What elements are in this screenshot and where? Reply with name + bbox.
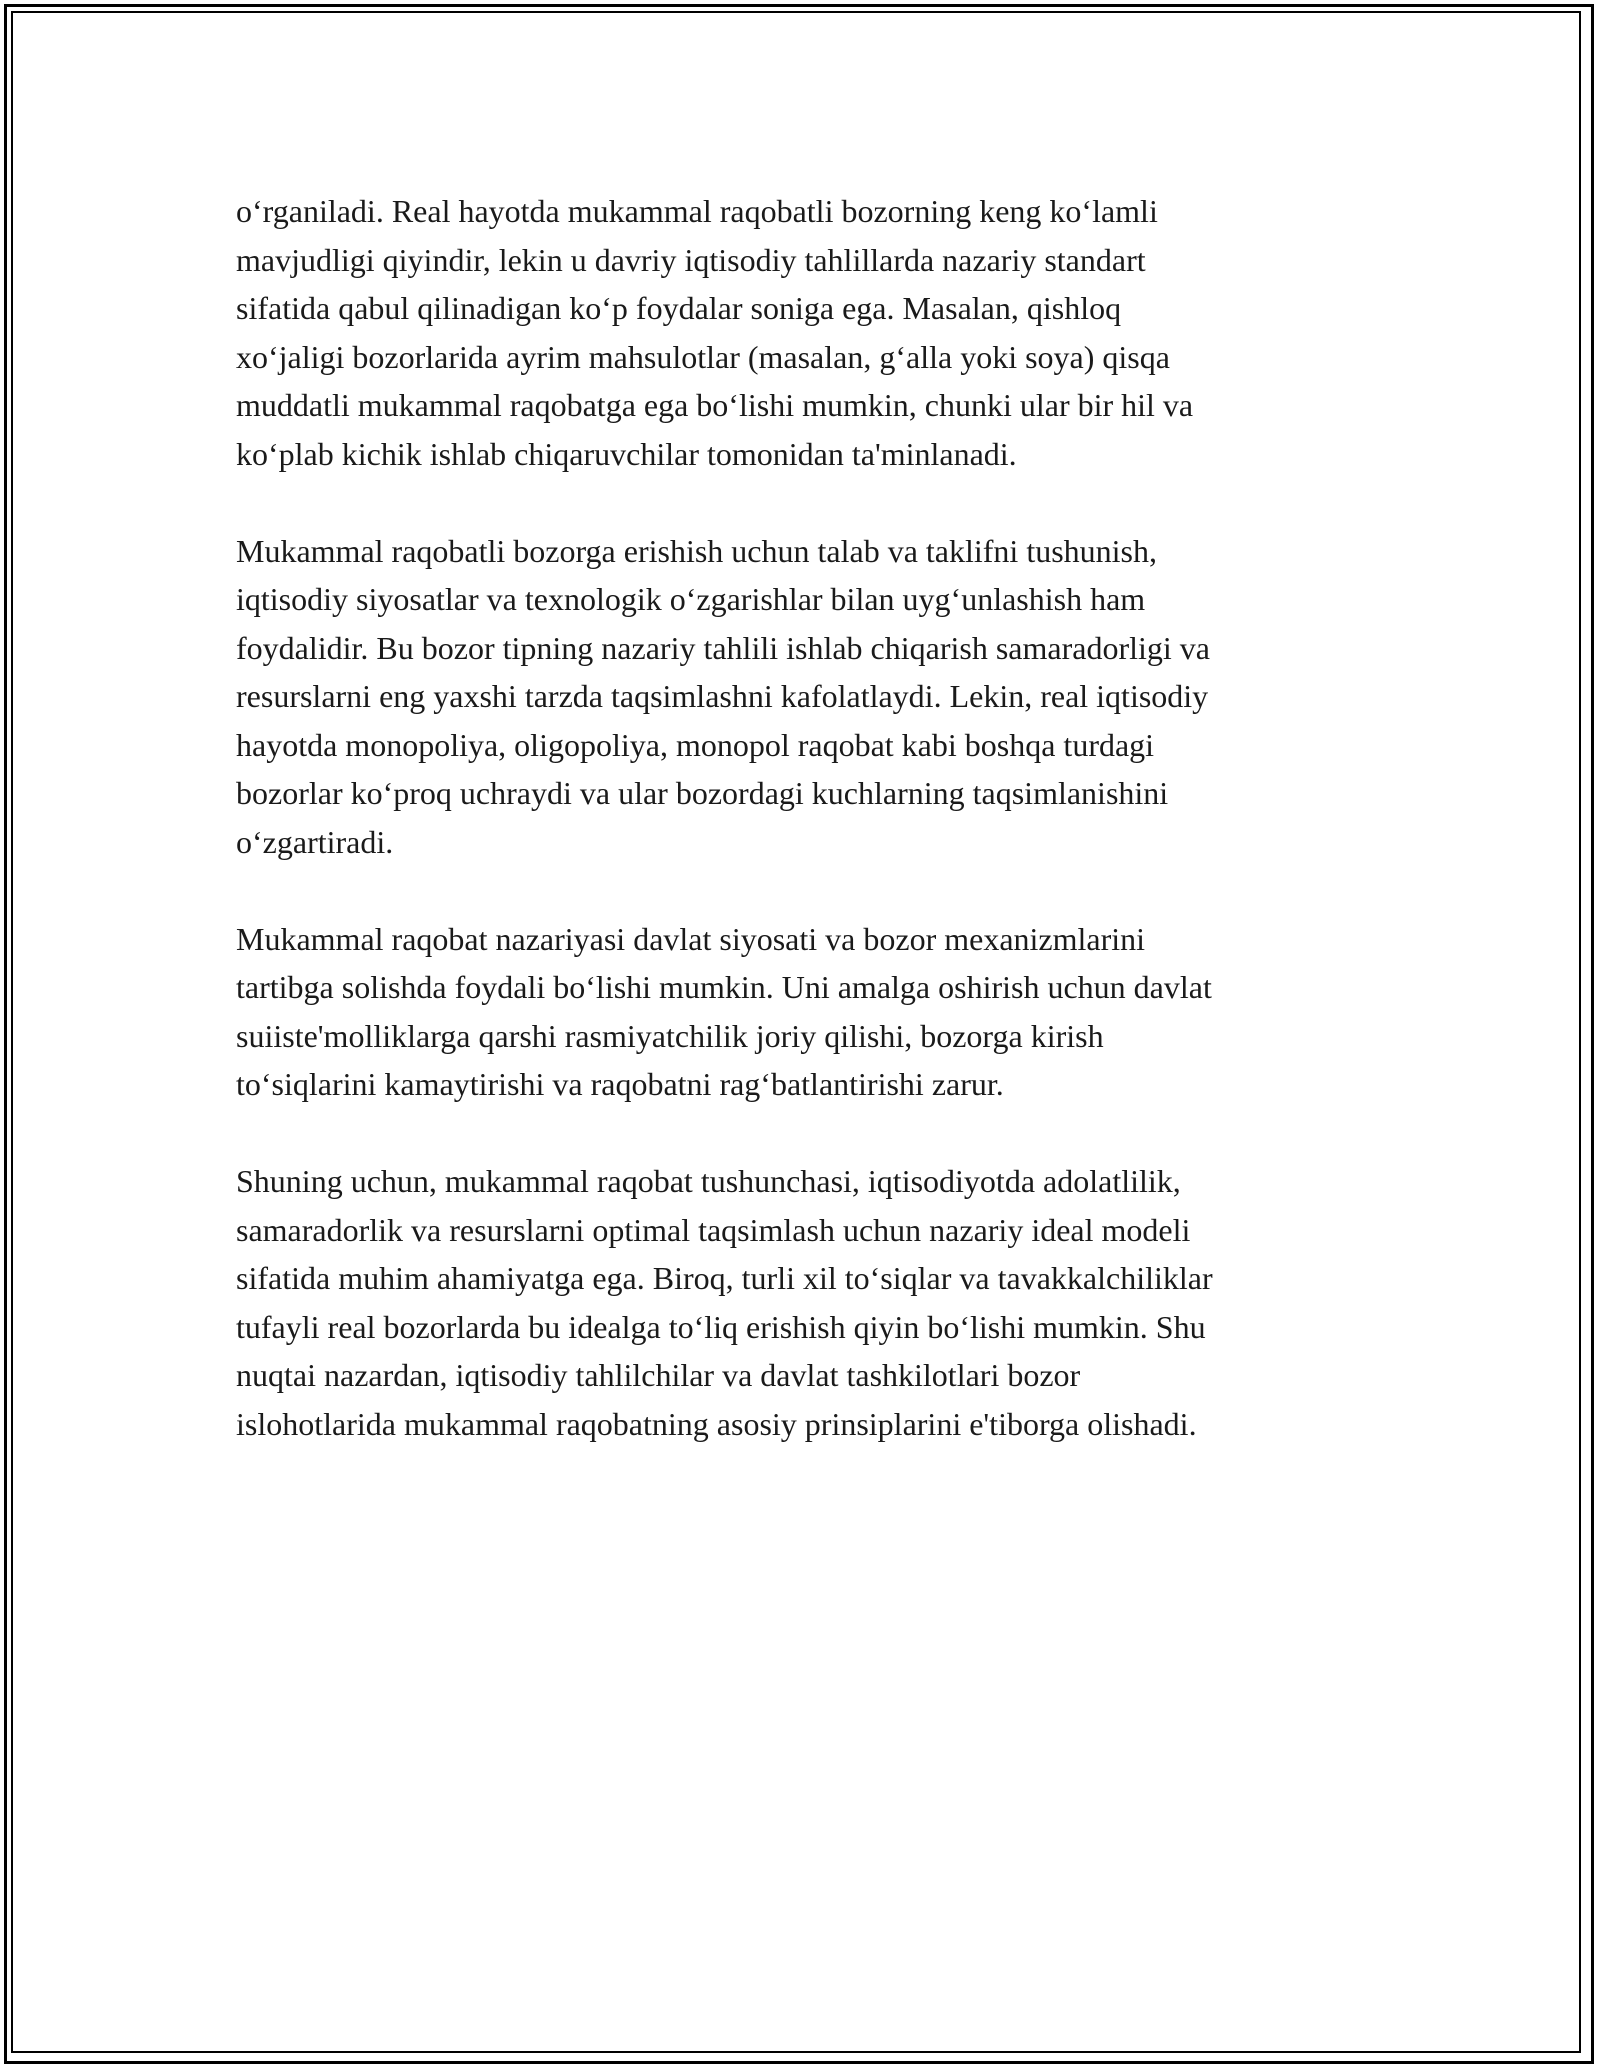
text-line: Mukammal raqobat nazariyasi davlat siyosati va bozor mexanizmlarini (236, 920, 1146, 957)
text-line: xo‘jaligi bozorlarida ayrim mahsulotlar (masalan, g‘alla yoki soya) qisqa (236, 338, 1170, 375)
text-line: tartibga solishda foydali bo‘lishi mumkin. Uni amalga oshirish uchun davlat (236, 969, 1212, 1005)
text-line: o‘rganiladi. Real hayotda mukammal raqobatli bozorning keng ko‘lamli (236, 193, 1158, 229)
text-line: o‘zgartiradi. (236, 823, 394, 860)
text-line: foydalidir. Bu bozor tipning nazariy tahlili ishlab chiqarish samaradorligi va (236, 629, 1210, 666)
text-line: Mukammal raqobatli bozorga erishish uchun talab va taklifni tushunish, (236, 532, 1157, 569)
paragraph-1 (236, 187, 1366, 478)
text-line: islohotlarida mukammal raqobatning asosiy prinsiplarini e'tiborga olishadi. (236, 1405, 1197, 1442)
paragraph-4 (236, 1157, 1366, 1448)
document-body (236, 187, 1366, 1497)
text-line: sifatida muhim ahamiyatga ega. Biroq, turli xil to‘siqlar va tavakkalchiliklar (236, 1260, 1213, 1296)
paragraph-2 (236, 527, 1366, 867)
text-line: mavjudligi qiyindir, lekin u davriy iqtisodiy tahlillarda nazariy standart (236, 241, 1146, 278)
text-line: hayotda monopoliya, oligopoliya, monopol raqobat kabi boshqa turdagi (236, 726, 1155, 763)
text-line: samaradorlik va resurslarni optimal taqsimlash uchun nazariy ideal modeli (236, 1211, 1191, 1248)
text-line: ko‘plab kichik ishlab chiqaruvchilar tomonidan ta'minlanadi. (236, 435, 1017, 472)
text-line: resurslarni eng yaxshi tarzda taqsimlashni kafolatlaydi. Lekin, real iqtisodiy (236, 678, 1209, 714)
text-line: Shuning uchun, mukammal raqobat tushunchasi, iqtisodiyotda adolatlilik, (236, 1163, 1181, 1199)
text-line: bozorlar ko‘proq uchraydi va ular bozordagi kuchlarning taqsimlanishini (236, 775, 1169, 811)
paragraph-3 (236, 915, 1366, 1109)
text-line: muddatli mukammal raqobatga ega bo‘lishi mumkin, chunki ular bir hil va (236, 387, 1194, 423)
text-line: nuqtai nazardan, iqtisodiy tahlilchilar va davlat tashkilotlari bozor (236, 1357, 1081, 1393)
text-line: to‘siqlarini kamaytirishi va raqobatni rag‘batlantirishi zarur. (236, 1066, 1004, 1102)
text-line: iqtisodiy siyosatlar va texnologik o‘zgarishlar bilan uyg‘unlashish ham (236, 581, 1146, 617)
text-line: tufayli real bozorlarda bu idealga to‘liq erishish qiyin bo‘lishi mumkin. Shu (236, 1308, 1206, 1345)
text-line: suiiste'molliklarga qarshi rasmiyatchilik joriy qilishi, bozorga kirish (236, 1017, 1104, 1054)
text-line: sifatida qabul qilinadigan ko‘p foydalar soniga ega. Masalan, qishloq (236, 290, 1122, 326)
